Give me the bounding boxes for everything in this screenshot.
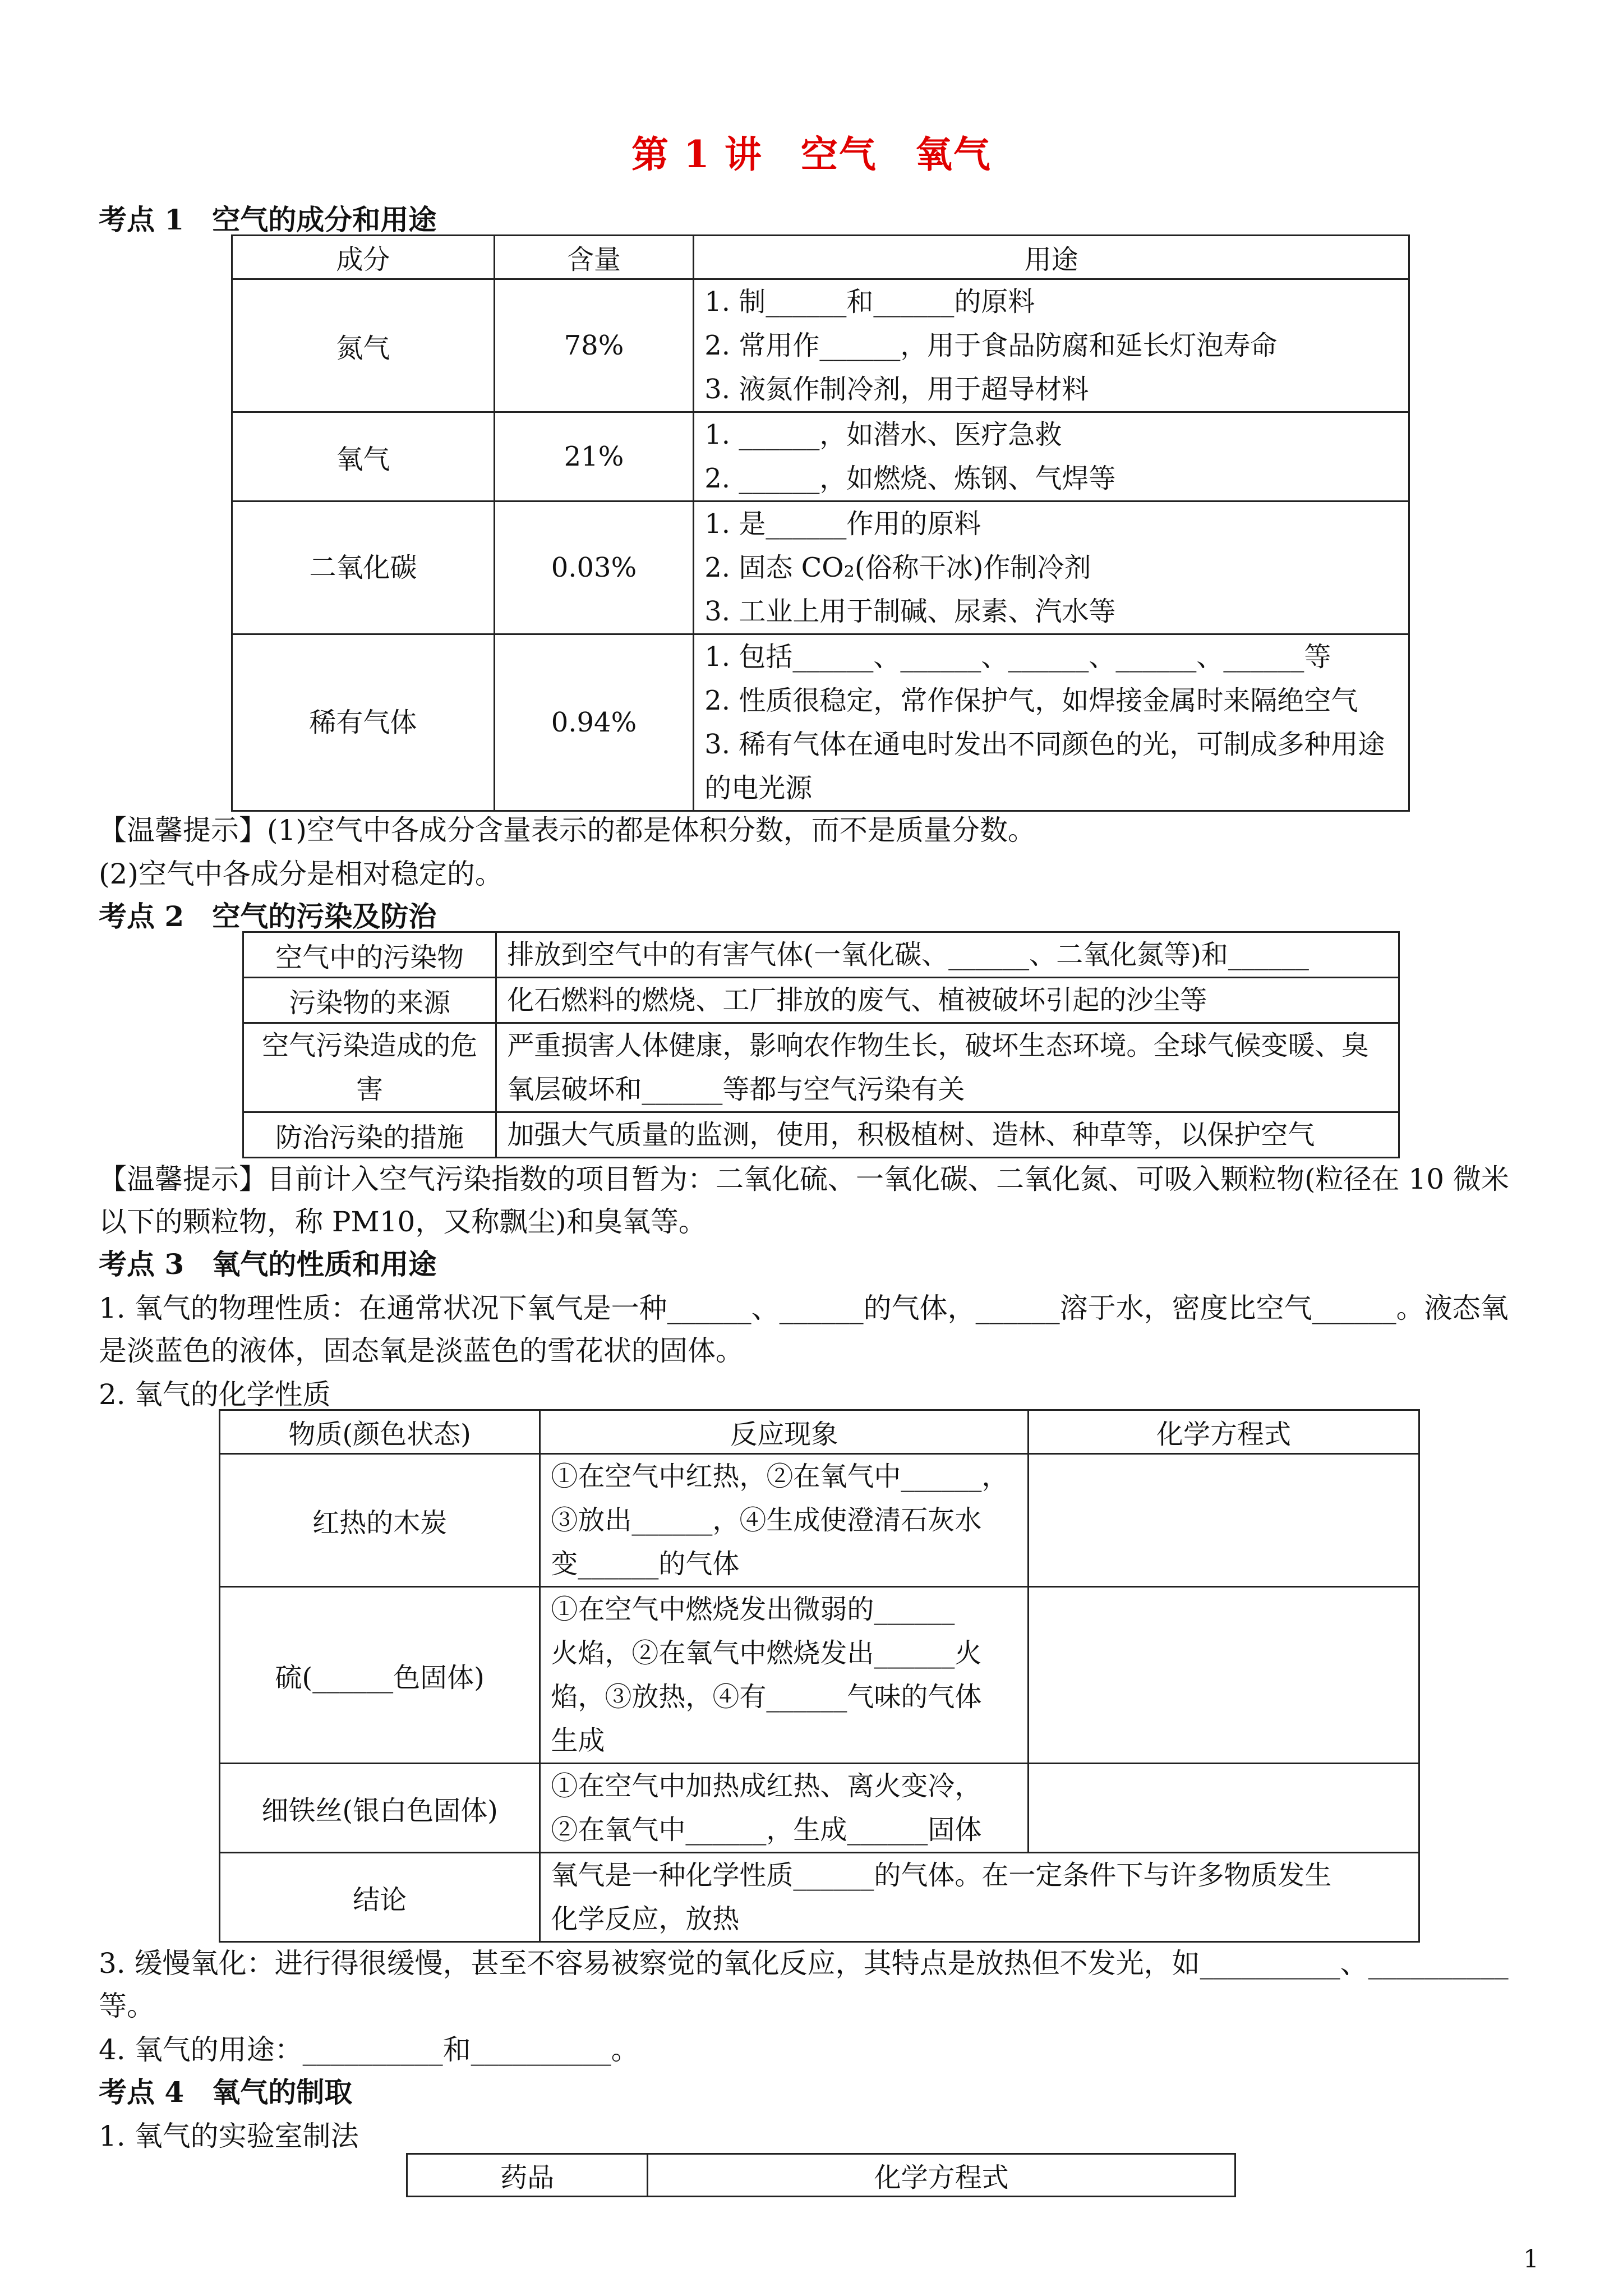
use-line: 1. 制______和______的原料 <box>704 286 1035 318</box>
pollution-table <box>242 931 1400 1158</box>
conclusion-line: 化学反应，放热 <box>551 1903 740 1935</box>
component-uses <box>694 279 1409 412</box>
use-line: 2. 性质很稳定，常作保护气，如焊接金属时来隔绝空气 <box>704 685 1358 716</box>
conclusion-text <box>540 1853 1419 1942</box>
table-row <box>243 978 1399 1023</box>
section-4-heading: 考点 4 氧气的制取 <box>99 2076 353 2109</box>
phenomenon <box>540 1454 1029 1587</box>
component-name: 氧气 <box>232 412 495 501</box>
paragraph: 1. 氧气的实验室制法 <box>99 2120 359 2152</box>
row-text: 化石燃料的燃烧、工厂排放的废气、植被破坏引起的沙尘等 <box>496 978 1399 1023</box>
table-row <box>243 1112 1399 1158</box>
row-text: 加强大气质量的监测，使用，积极植树、造林、种草等，以保护空气 <box>496 1112 1399 1158</box>
row-label: 空气中的污染物 <box>243 932 496 978</box>
equation-cell <box>1029 1764 1419 1853</box>
component-uses <box>694 412 1409 501</box>
conclusion-line: 氧气是一种化学性质______的气体。在一定条件下与许多物质发生 <box>551 1860 1332 1891</box>
use-line: 3. 稀有气体在通电时发出不同颜色的光，可制成多种用途的电光源 <box>704 729 1385 804</box>
header-phenomenon: 反应现象 <box>540 1410 1029 1454</box>
component-name: 二氧化碳 <box>232 501 495 634</box>
use-line: 1. 是______作用的原料 <box>704 508 981 540</box>
paragraph: 4. 氧气的用途：__________和__________。 <box>99 2033 639 2066</box>
row-label: 空气污染造成的危害 <box>243 1023 496 1112</box>
use-line: 1. ______，如潜水、医疗急救 <box>704 419 1062 450</box>
section-2-heading: 考点 2 空气的污染及防治 <box>99 900 437 933</box>
header-content: 含量 <box>494 236 694 279</box>
component-uses <box>694 501 1409 634</box>
table-row <box>243 932 1399 978</box>
component-uses <box>694 634 1409 811</box>
use-line: 3. 工业上用于制碱、尿素、汽水等 <box>704 596 1116 627</box>
tip-text: 以下的颗粒物，称 PM10，又称飘尘)和臭氧等。 <box>99 1205 707 1238</box>
equation-cell <box>1029 1454 1419 1587</box>
phenomenon-line: 变______的气体 <box>551 1548 740 1580</box>
row-label: 污染物的来源 <box>243 978 496 1023</box>
component-content: 78% <box>494 279 694 412</box>
air-composition-table <box>231 234 1410 812</box>
table-row <box>232 412 1409 501</box>
phenomenon-line: ①在空气中加热成红热、离火变冷， <box>551 1770 982 1802</box>
table-row <box>232 501 1409 634</box>
table-row <box>232 279 1409 412</box>
use-line: 2. 常用作______，用于食品防腐和延长灯泡寿命 <box>704 330 1278 361</box>
header-reagent: 药品 <box>407 2154 648 2197</box>
component-content: 21% <box>494 412 694 501</box>
paragraph: 3. 缓慢氧化：进行得很缓慢，甚至不容易被察觉的氧化反应，其特点是放热但不发光，如__________、__________ <box>99 1947 1509 1980</box>
table-row <box>220 1764 1419 1853</box>
paragraph: 2. 氧气的化学性质 <box>99 1378 331 1411</box>
paragraph: 等。 <box>99 1990 155 2022</box>
phenomenon-line: ③放出______，④生成使澄清石灰水 <box>551 1504 982 1536</box>
row-text: 严重损害人体健康，影响农作物生长，破坏生态环境。全球气候变暖、臭氧层破坏和______等都与空气污染有关 <box>496 1023 1399 1112</box>
table-row <box>220 1454 1419 1587</box>
tip-text: 【温馨提示】(1)空气中各成分含量表示的都是体积分数，而不是质量分数。 <box>99 814 1036 846</box>
oxygen-reactions-table <box>219 1409 1420 1943</box>
phenomenon-line: ①在空气中红热，②在氧气中______， <box>551 1461 1009 1492</box>
phenomenon-line: 焰，③放热，④有______气味的气体 <box>551 1681 982 1713</box>
substance-name: 硫(______色固体) <box>220 1587 540 1764</box>
component-name: 氮气 <box>232 279 495 412</box>
phenomenon-line: ②在氧气中______，生成______固体 <box>551 1814 982 1846</box>
table-row <box>243 1023 1399 1112</box>
phenomenon <box>540 1764 1029 1853</box>
row-text: 排放到空气中的有害气体(一氧化碳、______、二氧化氮等)和______ <box>496 932 1399 978</box>
use-line: 2. ______，如燃烧、炼钢、气焊等 <box>704 463 1116 494</box>
use-line: 1. 包括______、______、______、______、______等 <box>704 641 1331 673</box>
page-title: 第 1 讲 空气 氧气 <box>631 132 992 176</box>
oxygen-preparation-table <box>406 2153 1236 2197</box>
use-line: 2. 固态 CO₂(俗称干冰)作制冷剂 <box>704 552 1091 583</box>
component-name: 稀有气体 <box>232 634 495 811</box>
header-uses: 用途 <box>694 236 1409 279</box>
use-line: 3. 液氮作制冷剂，用于超导材料 <box>704 374 1089 405</box>
header-equation: 化学方程式 <box>648 2154 1235 2197</box>
header-equation: 化学方程式 <box>1029 1410 1419 1454</box>
phenomenon-line: 生成 <box>551 1725 605 1756</box>
phenomenon-line: 火焰，②在氧气中燃烧发出______火 <box>551 1637 982 1669</box>
header-component: 成分 <box>232 236 495 279</box>
equation-cell <box>1029 1587 1419 1764</box>
paragraph: 是淡蓝色的液体，固态氧是淡蓝色的雪花状的固体。 <box>99 1335 744 1367</box>
substance-name: 结论 <box>220 1853 540 1942</box>
phenomenon <box>540 1587 1029 1764</box>
phenomenon-line: ①在空气中燃烧发出微弱的______ <box>551 1594 955 1625</box>
component-content: 0.94% <box>494 634 694 811</box>
page-number: 1 <box>1523 2245 1539 2274</box>
substance-name: 红热的木炭 <box>220 1454 540 1587</box>
substance-name: 细铁丝(银白色固体) <box>220 1764 540 1853</box>
paragraph: 1. 氧气的物理性质：在通常状况下氧气是一种______、______的气体，______溶于水，密度比空气______。液态氧 <box>99 1292 1509 1324</box>
component-content: 0.03% <box>494 501 694 634</box>
section-1-heading: 考点 1 空气的成分和用途 <box>99 203 437 236</box>
section-3-heading: 考点 3 氧气的性质和用途 <box>99 1248 437 1281</box>
row-label: 防治污染的措施 <box>243 1112 496 1158</box>
table-row <box>232 634 1409 811</box>
table-row <box>220 1853 1419 1942</box>
tip-text: (2)空气中各成分是相对稳定的。 <box>99 858 503 890</box>
tip-text: 【温馨提示】目前计入空气污染指数的项目暂为：二氧化硫、一氧化碳、二氧化氮、可吸入颗粒物(粒径在 10 微米 <box>99 1163 1509 1195</box>
header-substance: 物质(颜色状态) <box>220 1410 540 1454</box>
table-row <box>220 1587 1419 1764</box>
